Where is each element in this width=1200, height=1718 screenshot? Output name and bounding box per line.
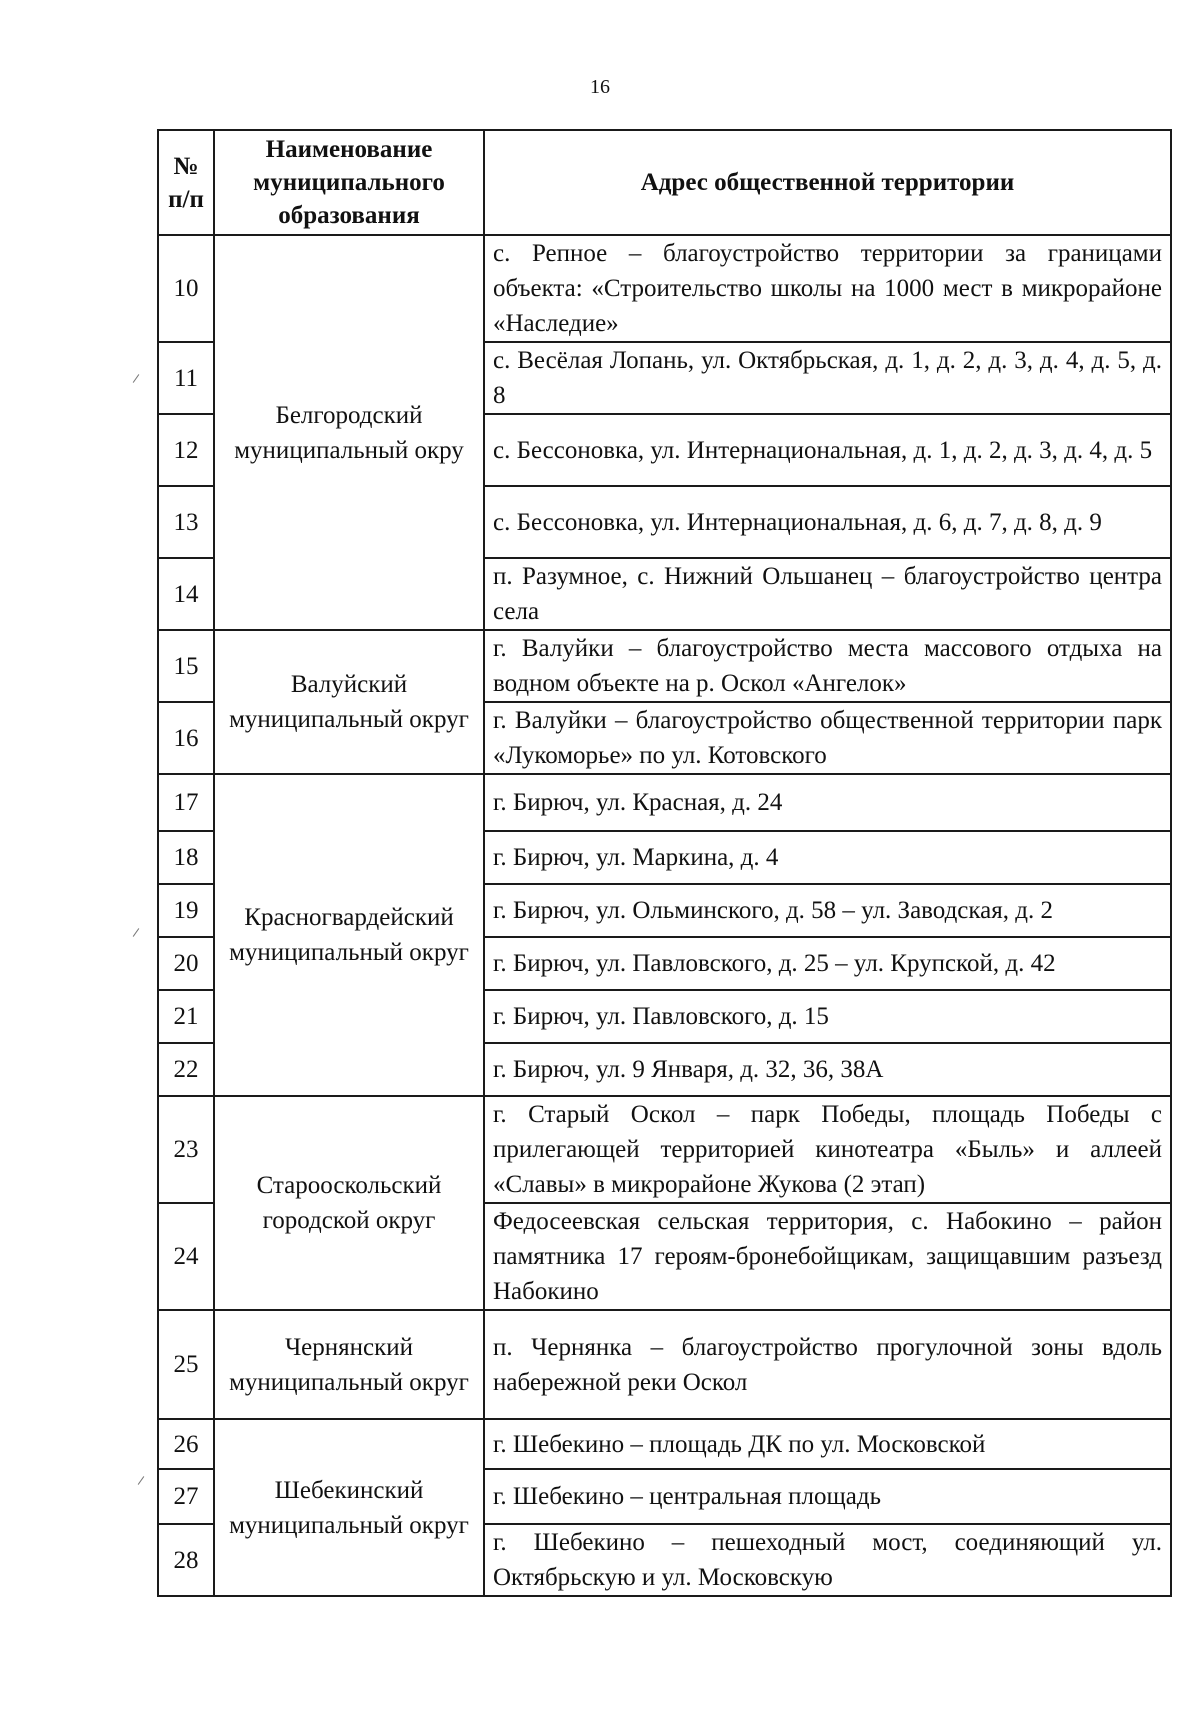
- address-cell: п. Разумное, с. Нижний Ольшанец – благоустройство центра села: [484, 558, 1171, 630]
- address-cell: г. Шебекино – пешеходный мост, соединяющий ул. Октябрьскую и ул. Московскую: [484, 1524, 1171, 1596]
- address-cell: г. Валуйки – благоустройство места массового отдыха на водном объекте на р. Оскол «Ангелок»: [484, 630, 1171, 702]
- scan-mark: [133, 374, 140, 383]
- municipality-cell: Чернянский муниципальный округ: [214, 1310, 484, 1419]
- row-number: 13: [158, 486, 214, 558]
- address-cell: г. Бирюч, ул. Павловского, д. 15: [484, 990, 1171, 1043]
- address-cell: г. Старый Оскол – парк Победы, площадь Победы с прилегающей территорией кинотеатра «Быль» и аллеей «Славы» в микрорайоне Жукова (2 этап): [484, 1096, 1171, 1203]
- row-number: 20: [158, 937, 214, 990]
- address-cell: г. Бирюч, ул. 9 Января, д. 32, 36, 38А: [484, 1043, 1171, 1096]
- address-cell: п. Чернянка – благоустройство прогулочной зоны вдоль набережной реки Оскол: [484, 1310, 1171, 1419]
- row-number: 27: [158, 1469, 214, 1524]
- header-municipality: Наименование муниципального образования: [214, 130, 484, 235]
- header-address: Адрес общественной территории: [484, 130, 1171, 235]
- row-number: 19: [158, 884, 214, 937]
- table-row: [158, 1419, 1171, 1469]
- table-header-row: [158, 130, 1171, 235]
- page-number: 16: [590, 76, 610, 98]
- address-cell: с. Бессоновка, ул. Интернациональная, д. 1, д. 2, д. 3, д. 4, д. 5: [484, 414, 1171, 486]
- address-cell: г. Шебекино – площадь ДК по ул. Московской: [484, 1419, 1171, 1469]
- row-number: 21: [158, 990, 214, 1043]
- table-row: [158, 235, 1171, 342]
- row-number: 17: [158, 774, 214, 831]
- scan-mark: [138, 1476, 145, 1485]
- header-number: № п/п: [158, 130, 214, 235]
- row-number: 25: [158, 1310, 214, 1419]
- scan-mark: [133, 928, 140, 937]
- row-number: 14: [158, 558, 214, 630]
- table-row: [158, 1310, 1171, 1419]
- row-number: 24: [158, 1203, 214, 1310]
- row-number: 22: [158, 1043, 214, 1096]
- address-cell: с. Весёлая Лопань, ул. Октябрьская, д. 1, д. 2, д. 3, д. 4, д. 5, д. 8: [484, 342, 1171, 414]
- row-number: 23: [158, 1096, 214, 1203]
- territories-table: [157, 129, 1172, 1597]
- row-number: 18: [158, 831, 214, 884]
- row-number: 12: [158, 414, 214, 486]
- municipality-cell: Шебекинский муниципальный округ: [214, 1419, 484, 1596]
- row-number: 15: [158, 630, 214, 702]
- municipality-cell: Валуйский муниципальный округ: [214, 630, 484, 774]
- address-cell: г. Бирюч, ул. Ольминского, д. 58 – ул. Заводская, д. 2: [484, 884, 1171, 937]
- row-number: 10: [158, 235, 214, 342]
- address-cell: с. Репное – благоустройство территории за границами объекта: «Строительство школы на 1000 мест в микрорайоне «Наследие»: [484, 235, 1171, 342]
- address-cell: г. Бирюч, ул. Красная, д. 24: [484, 774, 1171, 831]
- municipality-cell: Красногвардейский муниципальный округ: [214, 774, 484, 1096]
- table-row: [158, 630, 1171, 702]
- row-number: 16: [158, 702, 214, 774]
- municipality-cell: Старооскольский городской округ: [214, 1096, 484, 1310]
- table-row: [158, 774, 1171, 831]
- municipality-cell: Белгородский муниципальный окру: [214, 235, 484, 630]
- address-cell: Федосеевская сельская территория, с. Набокино – район памятника 17 героям-бронебойщикам, защищавшим разъезд Набокино: [484, 1203, 1171, 1310]
- address-cell: г. Шебекино – центральная площадь: [484, 1469, 1171, 1524]
- address-cell: г. Бирюч, ул. Павловского, д. 25 – ул. Крупской, д. 42: [484, 937, 1171, 990]
- table-row: [158, 1096, 1171, 1203]
- address-cell: г. Валуйки – благоустройство общественной территории парк «Лукоморье» по ул. Котовского: [484, 702, 1171, 774]
- row-number: 26: [158, 1419, 214, 1469]
- row-number: 28: [158, 1524, 214, 1596]
- address-cell: г. Бирюч, ул. Маркина, д. 4: [484, 831, 1171, 884]
- row-number: 11: [158, 342, 214, 414]
- address-cell: с. Бессоновка, ул. Интернациональная, д. 6, д. 7, д. 8, д. 9: [484, 486, 1171, 558]
